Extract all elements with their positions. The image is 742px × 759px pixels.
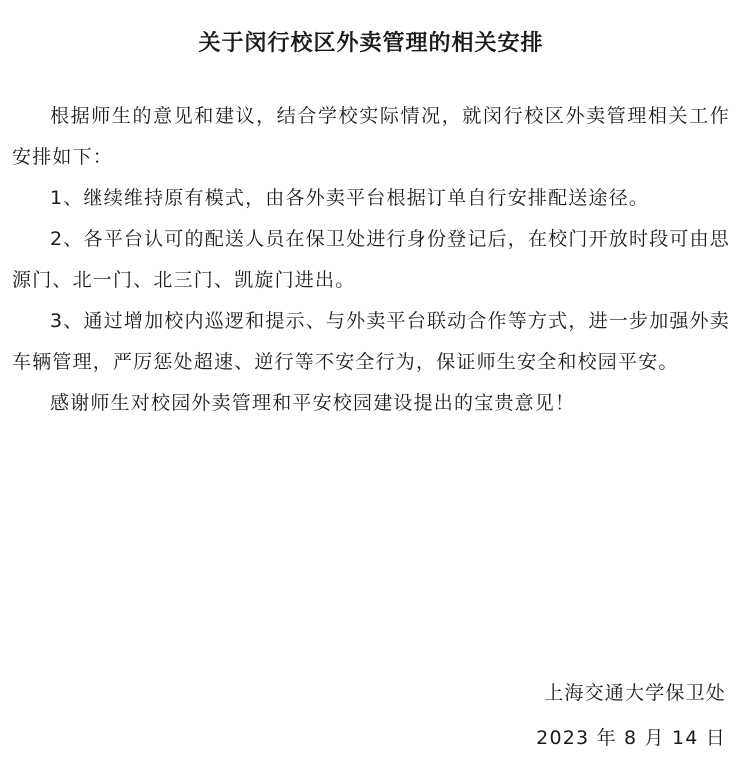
- document-body: [12, 96, 730, 424]
- item-1-paragraph: 1、继续维持原有模式，由各外卖平台根据订单自行安排配送途径。: [50, 187, 650, 209]
- closing-paragraph: 感谢师生对校园外卖管理和平安校园建设提出的宝贵意见！: [50, 392, 576, 414]
- signature-org: 上海交通大学保卫处: [544, 682, 726, 704]
- signature-date: 2023 年 8 月 14 日: [536, 727, 726, 749]
- item-2-paragraph: 2、各平台认可的配送人员在保卫处进行身份登记后，在校门开放时段可由思源门、北一门、北三门、凯旋门进出。: [12, 228, 730, 291]
- document-title: 关于闵行校区外卖管理的相关安排: [198, 31, 544, 56]
- item-3-paragraph: 3、通过增加校内巡逻和提示、与外卖平台联动合作等方式，进一步加强外卖车辆管理，严厉惩处超速、逆行等不安全行为，保证师生安全和校园平安。: [12, 310, 730, 373]
- intro-paragraph: 根据师生的意见和建议，结合学校实际情况，就闵行校区外卖管理相关工作安排如下：: [12, 105, 730, 168]
